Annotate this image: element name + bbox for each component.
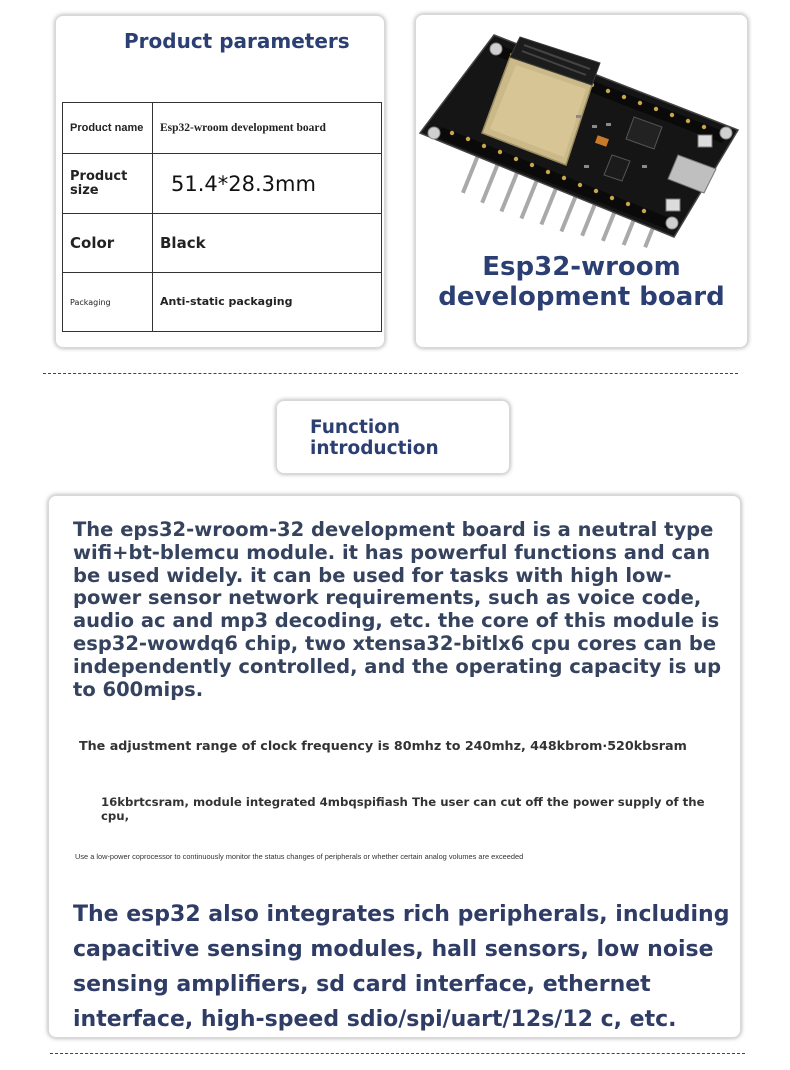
packaging-label: Packaging bbox=[63, 273, 153, 332]
function-introduction-title: Function introduction bbox=[310, 417, 439, 459]
function-description-card bbox=[48, 495, 741, 1038]
packaging-value: Anti-static packaging bbox=[153, 273, 382, 332]
board-caption: Esp32-wroom development board bbox=[438, 252, 725, 312]
board-image-card bbox=[415, 14, 748, 348]
product-size-value: 51.4*28.3mm bbox=[153, 154, 382, 214]
table-row bbox=[63, 154, 382, 214]
esp32-board-image bbox=[416, 15, 748, 255]
table-row bbox=[63, 214, 382, 273]
divider-top bbox=[43, 373, 738, 374]
parameters-table bbox=[62, 102, 382, 332]
table-row bbox=[63, 273, 382, 332]
product-name-label: Product name bbox=[63, 103, 153, 154]
color-label: Color bbox=[63, 214, 153, 273]
product-size-label: Product size bbox=[63, 154, 153, 214]
table-row bbox=[63, 103, 382, 154]
description-paragraph-overview: The eps32-wroom-32 development board is a neutral type wifi+bt-blemcu module. it has powerful functions and can be used widely. it can be used for tasks with high low-power sensor network requirements, such as voice code, audio ac and mp3 decoding, etc. the core of this module is esp32-wowdq6 chip, two xtensa32-bitlx6 cpu cores can be independently controlled, and the operating capacity is up to 600mips. bbox=[73, 518, 722, 701]
product-parameters-title: Product parameters bbox=[124, 29, 350, 53]
description-paragraph-memory: 16kbrtcsram, module integrated 4mbqspifiash The user can cut off the power supply of the cpu, bbox=[101, 795, 705, 823]
description-paragraph-clock: The adjustment range of clock frequency is 80mhz to 240mhz, 448kbrom·520kbsram bbox=[79, 738, 687, 753]
divider-bottom bbox=[50, 1053, 745, 1054]
description-paragraph-coprocessor: Use a low-power coprocessor to continuously monitor the status changes of peripherals or whether certain analog volumes are exceeded bbox=[75, 852, 524, 861]
function-introduction-card bbox=[276, 400, 510, 474]
product-name-value: Esp32-wroom development board bbox=[153, 103, 382, 154]
color-value: Black bbox=[153, 214, 382, 273]
product-parameters-card bbox=[55, 15, 385, 348]
description-paragraph-peripherals: The esp32 also integrates rich peripherals, including capacitive sensing modules, hall sensors, low noise sensing amplifiers, sd card interface, ethernet interface, high-speed sdio/spi/uart/12s/12 c, etc. bbox=[73, 902, 730, 1032]
